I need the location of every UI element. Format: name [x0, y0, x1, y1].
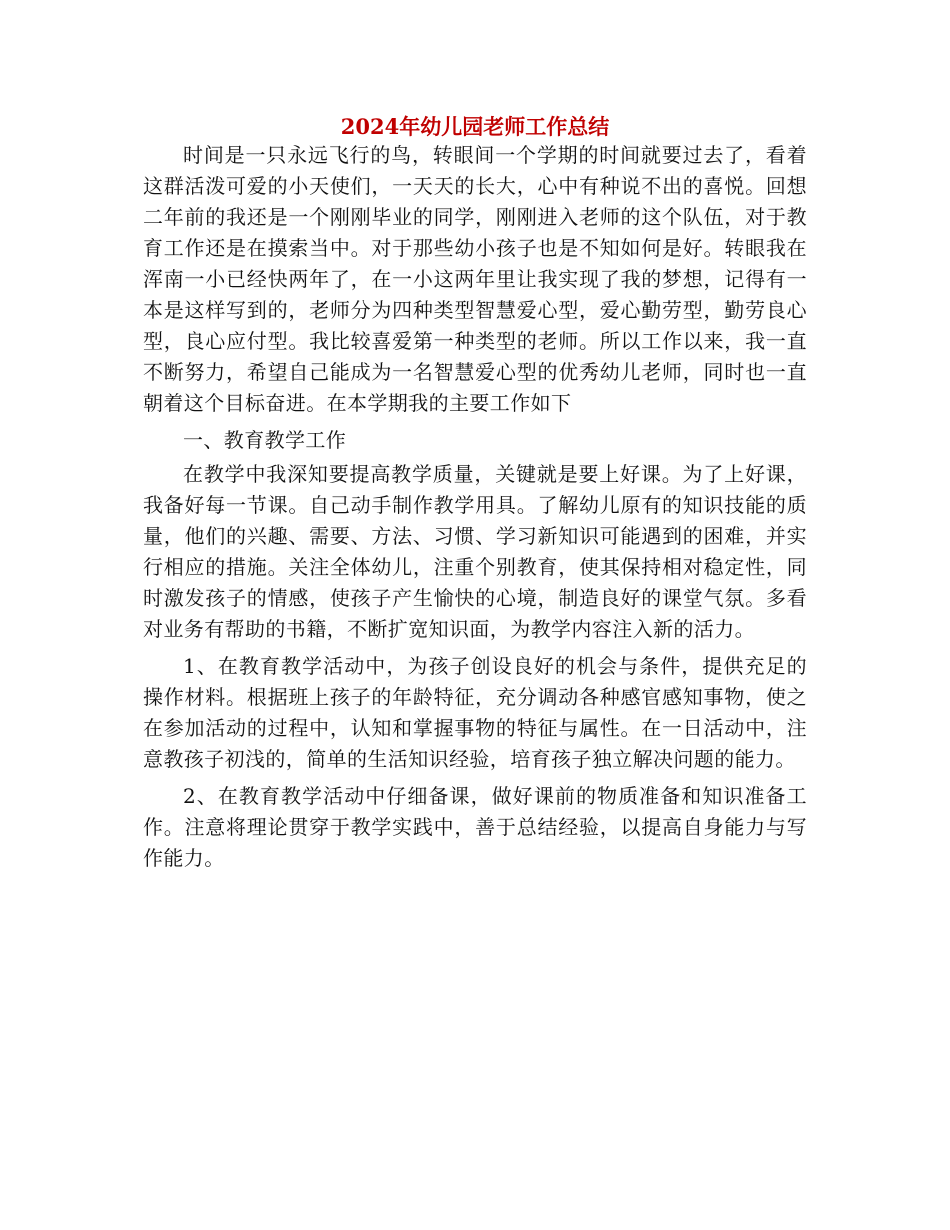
- paragraph-item-2: 2、在教育教学活动中仔细备课，做好课前的物质准备和知识准备工作。注意将理论贯穿于教学实践中，善于总结经验，以提高自身能力与写作能力。: [143, 784, 807, 870]
- section-heading-teaching: 一、教育教学工作: [183, 428, 347, 452]
- paragraph-intro: 时间是一只永远飞行的鸟，转眼间一个学期的时间就要过去了，看着这群活泼可爱的小天使们，一天天的长大，心中有种说不出的喜悦。回想二年前的我还是一个刚刚毕业的同学，刚刚进入老师的这个队伍，对于教育工作还是在摸索当中。对于那些幼小孩子也是不知如何是好。转眼我在浑南一小已经快两年了，在一小这两年里让我实现了我的梦想，记得有一本是这样写到的，老师分为四种类型智慧爱心型，爱心勤劳型，勤劳良心型，良心应付型。我比较喜爱第一种类型的老师。所以工作以来，我一直不断努力，希望自己能成为一名智慧爱心型的优秀幼儿老师，同时也一直朝着这个目标奋进。在本学期我的主要工作如下: [143, 143, 807, 415]
- paragraph-item-1: 1、在教育教学活动中，为孩子创设良好的机会与条件，提供充足的操作材料。根据班上孩子的年龄特征，充分调动各种感官感知事物，使之在参加活动的过程中，认知和掌握事物的特征与属性。在一日活动中，注意教孩子初浅的，简单的生活知识经验，培育孩子独立解决问题的能力。: [143, 654, 807, 771]
- document-body: [143, 140, 807, 880]
- paragraph-teaching-quality: 在教学中我深知要提高教学质量，关键就是要上好课。为了上好课，我备好每一节课。自己动手制作教学用具。了解幼儿原有的知识技能的质量，他们的兴趣、需要、方法、习惯、学习新知识可能遇到的困难，并实行相应的措施。关注全体幼儿，注重个别教育，使其保持相对稳定性，同时激发孩子的情感，使孩子产生愉快的心境，制造良好的课堂气氛。多看对业务有帮助的书籍，不断扩宽知识面，为教学内容注入新的活力。: [143, 462, 807, 641]
- document-title: 2024年幼儿园老师工作总结: [340, 114, 610, 139]
